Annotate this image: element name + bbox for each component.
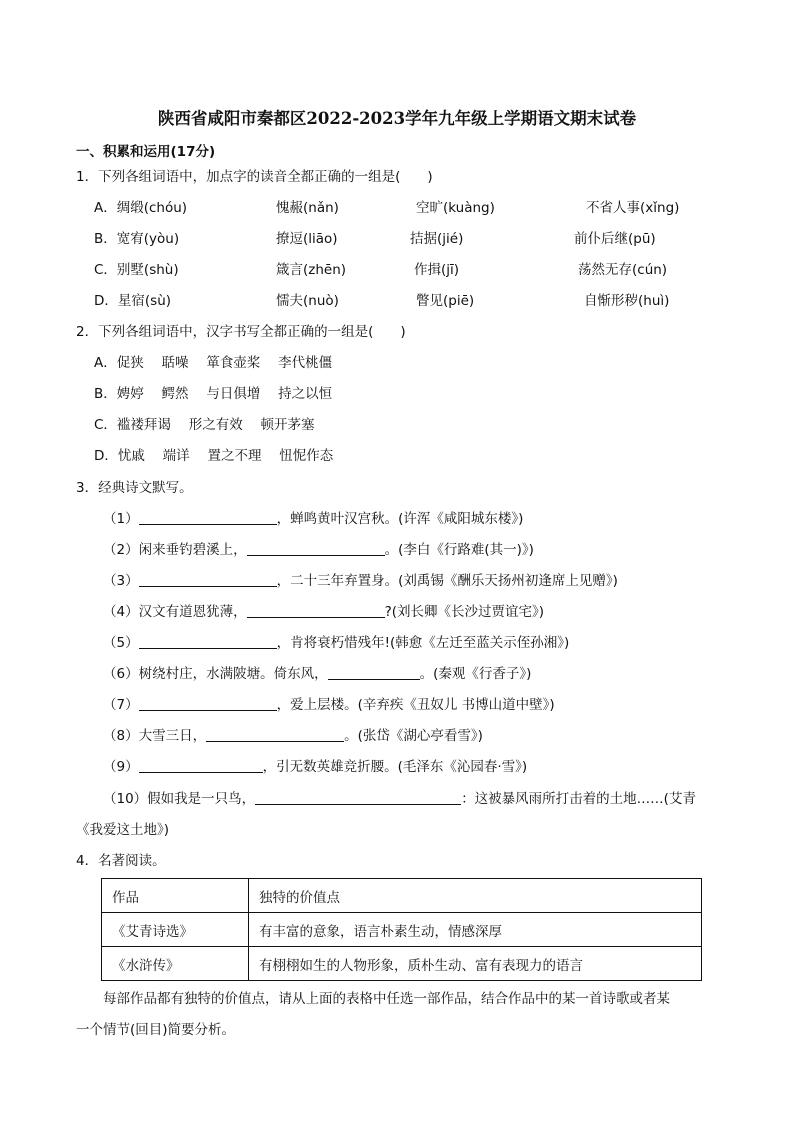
q3-item-7 bbox=[103, 696, 555, 714]
q3-stem: 3．经典诗文默写。 bbox=[76, 480, 193, 496]
q1-option-a4: 不省人事(xǐng) bbox=[586, 200, 680, 216]
table-header-value: 独特的价值点 bbox=[249, 879, 702, 913]
answer-blank[interactable] bbox=[139, 696, 277, 711]
q3-item-2 bbox=[103, 541, 534, 559]
q3-item-9-prefix: （9） bbox=[103, 759, 139, 775]
table-cell-work: 《水浒传》 bbox=[102, 947, 249, 981]
answer-blank[interactable] bbox=[247, 541, 385, 556]
q3-item-8-prefix: （8）大雪三日， bbox=[103, 728, 207, 744]
q3-item-4-prefix: （4）汉文有道恩犹薄， bbox=[103, 604, 247, 620]
q2-option-c: C．褴褛拜谒 形之有效 顿开茅塞 bbox=[94, 417, 315, 433]
q1-option-b1: B．宽宥(yòu) bbox=[94, 231, 180, 247]
q1-option-a2: 愧赧(nǎn) bbox=[276, 200, 339, 216]
answer-blank[interactable] bbox=[139, 758, 263, 773]
answer-blank[interactable] bbox=[139, 510, 277, 525]
q3-item-3-prefix: （3） bbox=[103, 573, 139, 589]
table-row bbox=[102, 947, 702, 981]
q1-option-b4: 前仆后继(pū) bbox=[574, 231, 656, 247]
q1-option-d1: D．星宿(sù) bbox=[94, 293, 172, 309]
q3-item-6-suffix: 。(秦观《行香子》) bbox=[419, 666, 532, 682]
answer-blank[interactable] bbox=[139, 634, 277, 649]
q3-item-3-suffix: ，二十三年弃置身。(刘禹锡《酬乐天扬州初逢席上见赠》) bbox=[276, 573, 618, 589]
q4-instruction-line2: 一个情节(回目)简要分析。 bbox=[76, 1022, 236, 1038]
q1-option-b2: 撩逗(liāo) bbox=[276, 231, 338, 247]
q3-item-8-suffix: 。(张岱《湖心亭看雪》) bbox=[344, 728, 483, 744]
q2-stem: 2．下列各组词语中，汉字书写全都正确的一组是( ) bbox=[76, 324, 406, 340]
answer-blank[interactable] bbox=[247, 603, 385, 618]
q3-item-6-prefix: （6）树绕村庄，水满陂塘。倚东风， bbox=[103, 666, 328, 682]
q1-option-c3: 作揖(jī) bbox=[414, 262, 460, 278]
q3-item-5-prefix: （5） bbox=[103, 635, 139, 651]
exam-title: 陕西省咸阳市秦都区2022-2023学年九年级上学期语文期末试卷 bbox=[157, 109, 637, 128]
answer-blank[interactable] bbox=[206, 727, 344, 742]
q1-option-a1: A．绸缎(chóu) bbox=[94, 200, 188, 216]
table-header-work: 作品 bbox=[102, 879, 249, 913]
q3-item-2-prefix: （2）闲来垂钓碧溪上， bbox=[103, 542, 247, 558]
q4-instruction-line1: 每部作品都有独特的价值点，请从上面的表格中任选一部作品，结合作品中的某一首诗歌或者某 bbox=[103, 991, 670, 1007]
q1-option-a3: 空旷(kuàng) bbox=[416, 200, 495, 216]
q3-item-2-suffix: 。(李白《行路难(其一)》) bbox=[384, 542, 534, 558]
q3-item-7-suffix: ，爱上层楼。(辛弃疾《丑奴儿 书博山道中壁》) bbox=[276, 697, 555, 713]
q3-item-10-suffix: ：这被暴风雨所打击着的土地……(艾青 bbox=[461, 791, 696, 807]
q2-option-a: A．促狭 聒噪 箪食壶桨 李代桃僵 bbox=[94, 355, 333, 371]
q3-item-1-prefix: （1） bbox=[103, 511, 139, 527]
q1-stem: 1．下列各组词语中，加点字的读音全都正确的一组是( ) bbox=[76, 169, 433, 185]
q2-option-d: D．忧戚 端详 置之不理 忸怩作态 bbox=[94, 448, 334, 464]
q1-option-c4: 荡然无存(cún) bbox=[578, 262, 668, 278]
q3-item-9-suffix: ，引无数英雄竞折腰。(毛泽东《沁园春·雪》) bbox=[262, 759, 528, 775]
q3-item-9 bbox=[103, 758, 527, 776]
q1-option-d4: 自惭形秽(huì) bbox=[584, 293, 670, 309]
q3-item-10-prefix: （10）假如我是一只鸟， bbox=[103, 791, 256, 807]
table-cell-value: 有栩栩如生的人物形象，质朴生动、富有表现力的语言 bbox=[249, 947, 702, 981]
table-cell-value: 有丰富的意象，语言朴素生动，情感深厚 bbox=[249, 913, 702, 947]
q1-option-c2: 箴言(zhēn) bbox=[276, 262, 347, 278]
q1-option-b3: 拮据(jié) bbox=[410, 231, 464, 247]
q3-item-4 bbox=[103, 603, 544, 621]
q3-item-3 bbox=[103, 572, 618, 590]
q3-item-5 bbox=[103, 634, 569, 652]
q3-item-1 bbox=[103, 510, 523, 528]
works-table bbox=[101, 878, 702, 981]
q3-item-1-suffix: ，蝉鸣黄叶汉宫秋。(许浑《咸阳城东楼》) bbox=[276, 511, 524, 527]
answer-blank[interactable] bbox=[328, 665, 420, 680]
q3-item-7-prefix: （7） bbox=[103, 697, 139, 713]
q3-item-10 bbox=[103, 790, 696, 808]
table-cell-work: 《艾青诗选》 bbox=[102, 913, 249, 947]
q4-stem: 4．名著阅读。 bbox=[76, 853, 166, 869]
q1-option-d3: 瞥见(piē) bbox=[416, 293, 475, 309]
section-heading: 一、积累和运用(17分) bbox=[76, 144, 216, 160]
q1-option-d2: 懦夫(nuò) bbox=[276, 293, 339, 309]
table-row bbox=[102, 913, 702, 947]
q3-item-6 bbox=[103, 665, 531, 683]
q3-item-8 bbox=[103, 727, 483, 745]
table-header-row bbox=[102, 879, 702, 913]
answer-blank[interactable] bbox=[255, 790, 461, 805]
q2-option-b: B．娉婷 鳄然 与日俱增 持之以恒 bbox=[94, 386, 333, 402]
q3-item-5-suffix: ，肯将衰朽惜残年!(韩愈《左迁至蓝关示侄孙湘》) bbox=[276, 635, 570, 651]
q3-item-10-wrap: 《我爱这土地》) bbox=[76, 822, 170, 838]
q3-item-4-suffix: ?(刘长卿《长沙过贾谊宅》) bbox=[384, 604, 545, 620]
q1-option-c1: C．别墅(shù) bbox=[94, 262, 179, 278]
answer-blank[interactable] bbox=[139, 572, 277, 587]
